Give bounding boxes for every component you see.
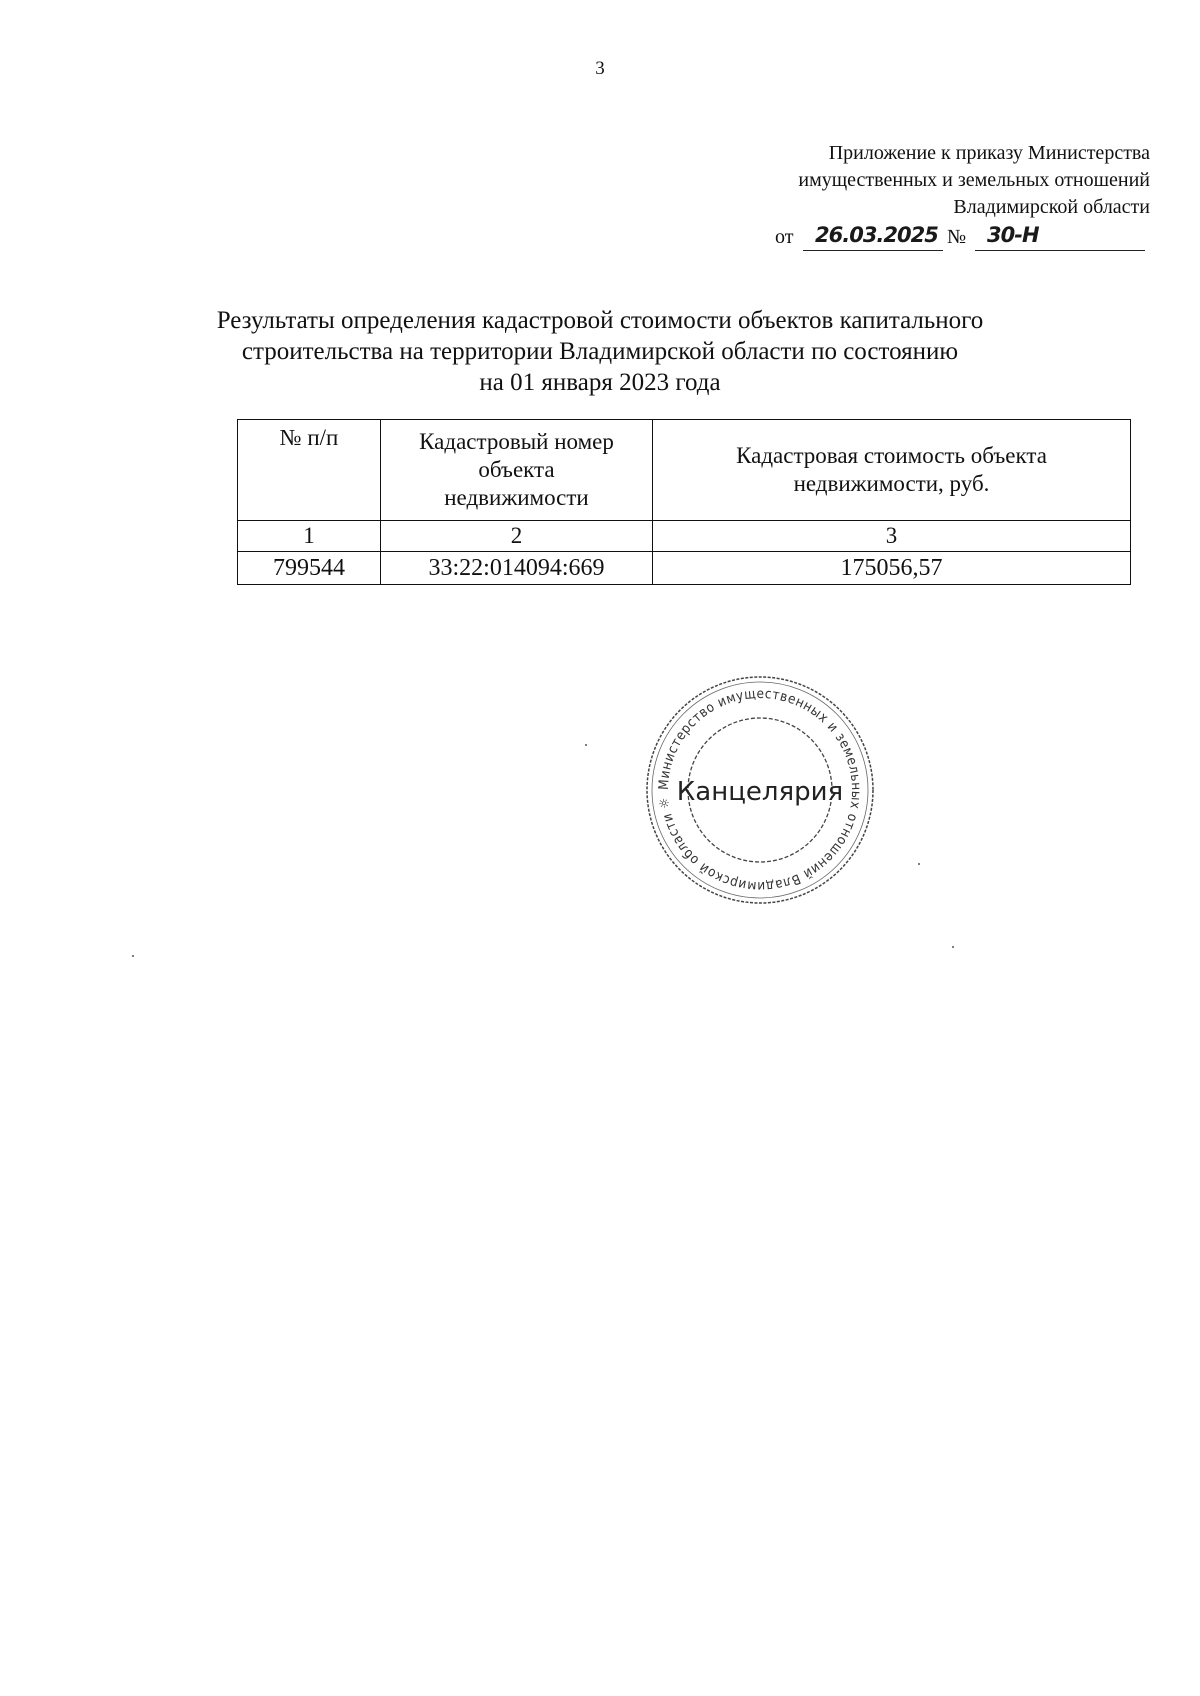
- cadastral-value-table: [237, 419, 1131, 585]
- header-cadastral-value-line-1: Кадастровая стоимость объекта: [736, 443, 1047, 468]
- cadastral-number-cell: 33:22:014094:669: [381, 552, 653, 585]
- scan-speck: [585, 744, 587, 746]
- header-cadastral-value: [653, 420, 1131, 521]
- stamp-center-text: Канцелярия: [676, 777, 844, 807]
- index-cell-3: 3: [653, 521, 1131, 552]
- index-cell-1: 1: [238, 521, 381, 552]
- from-label: от: [775, 226, 794, 248]
- page-number: 3: [595, 58, 605, 79]
- document-title: [140, 305, 1060, 398]
- appendix-line-1: Приложение к приказу Министерства: [828, 142, 1150, 164]
- header-cadastral-number-line-3: недвижимости: [444, 485, 589, 510]
- header-cadastral-value-line-2: недвижимости, руб.: [793, 471, 990, 496]
- header-cadastral-number: [381, 420, 653, 521]
- order-reference: [775, 222, 1150, 252]
- title-line-2: строительства на территории Владимирской области по состоянию: [241, 338, 959, 365]
- scan-speck: [952, 946, 954, 948]
- index-cell-2: 2: [381, 521, 653, 552]
- appendix-line-3: Владимирской области: [953, 196, 1150, 218]
- order-date-field: [803, 222, 943, 251]
- number-label: №: [947, 226, 967, 248]
- order-date-handwritten: 26.03.2025: [815, 223, 938, 247]
- header-cadastral-number-line-2: объекта: [478, 457, 555, 482]
- stamp-ring-text: Министерство имущественных и земельных отношений Владимирской области ☼: [655, 685, 865, 895]
- header-cadastral-number-line-1: Кадастровый номер: [419, 429, 614, 454]
- table-row: [238, 552, 1131, 585]
- table-index-row: [238, 521, 1131, 552]
- cadastral-value-cell: 175056,57: [653, 552, 1131, 585]
- title-line-1: Результаты определения кадастровой стоимости объектов капитального: [216, 307, 984, 334]
- scan-speck: [132, 955, 134, 957]
- header-row-number: № п/п: [238, 420, 381, 521]
- row-number-cell: 799544: [238, 552, 381, 585]
- order-number-field: [975, 222, 1145, 251]
- office-stamp-seal: [640, 670, 880, 910]
- table-header-row: [238, 420, 1131, 521]
- order-number-handwritten: 30-Н: [987, 223, 1039, 247]
- appendix-line-2: имущественных и земельных отношений: [798, 169, 1150, 191]
- title-line-3: на 01 января 2023 года: [479, 369, 721, 396]
- scan-speck: [918, 863, 920, 865]
- appendix-header: [798, 140, 1150, 221]
